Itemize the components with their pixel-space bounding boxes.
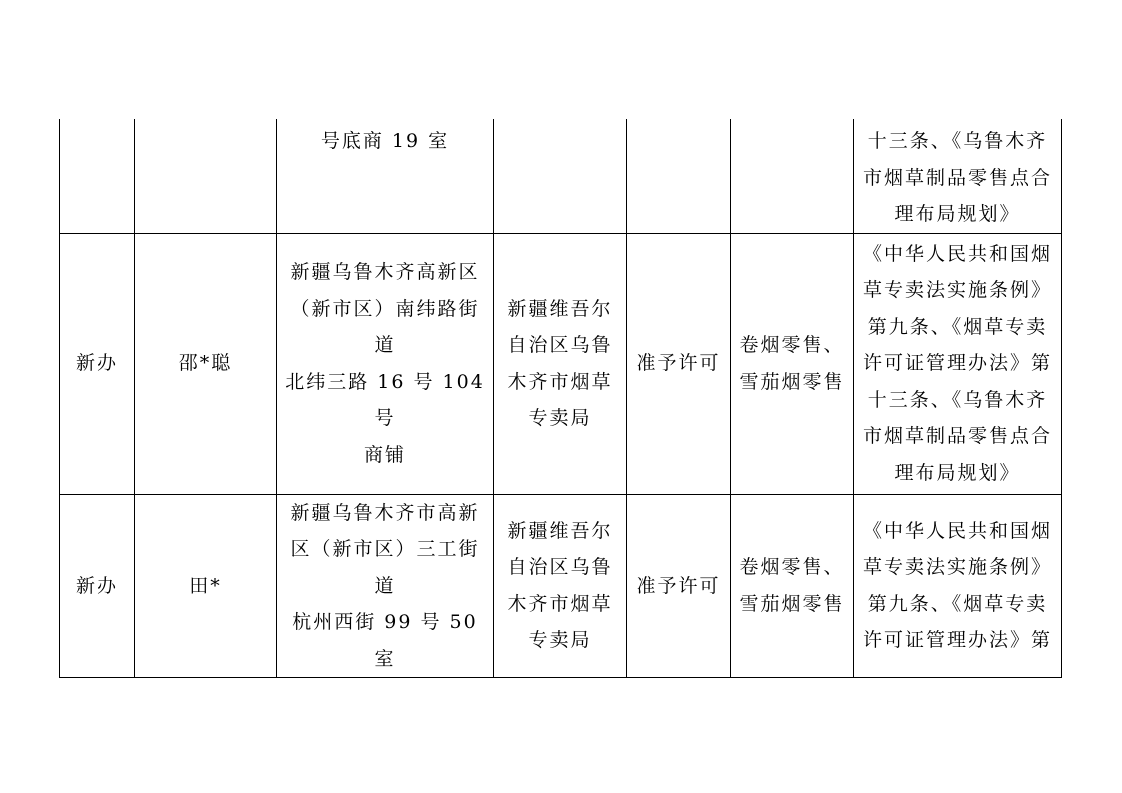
cell-name bbox=[135, 119, 277, 233]
cell-authority: 新疆维吾尔 自治区乌鲁 木齐市烟草 专卖局 bbox=[494, 233, 627, 494]
cell-basis: 十三条、《乌鲁木齐 市烟草制品零售点合 理布局规划》 bbox=[854, 119, 1062, 233]
cell-decision: 准予许可 bbox=[627, 494, 731, 678]
cell-authority bbox=[494, 119, 627, 233]
cell-basis: 《中华人民共和国烟 草专卖法实施条例》 第九条、《烟草专卖 许可证管理办法》第 bbox=[854, 494, 1062, 678]
cell-scope: 卷烟零售、 雪茄烟零售 bbox=[731, 233, 854, 494]
cell-address: 新疆乌鲁木齐高新区 （新市区）南纬路街道 北纬三路 16 号 104 号 商铺 bbox=[277, 233, 494, 494]
cell-type bbox=[60, 119, 135, 233]
cell-type: 新办 bbox=[60, 233, 135, 494]
cell-type: 新办 bbox=[60, 494, 135, 678]
cell-address: 号底商 19 室 bbox=[277, 119, 494, 233]
cell-basis: 《中华人民共和国烟 草专卖法实施条例》 第九条、《烟草专卖 许可证管理办法》第 十三条、《乌鲁木齐 市烟草制品零售点合 理布局规划》 bbox=[854, 233, 1062, 494]
cell-authority: 新疆维吾尔 自治区乌鲁 木齐市烟草 专卖局 bbox=[494, 494, 627, 678]
cell-decision: 准予许可 bbox=[627, 233, 731, 494]
cell-address: 新疆乌鲁木齐市高新 区（新市区）三工街道 杭州西街 99 号 50 室 bbox=[277, 494, 494, 678]
cell-decision bbox=[627, 119, 731, 233]
license-table bbox=[59, 119, 1062, 678]
cell-name: 田* bbox=[135, 494, 277, 678]
table-row bbox=[60, 119, 1062, 233]
table-row bbox=[60, 233, 1062, 494]
cell-scope: 卷烟零售、 雪茄烟零售 bbox=[731, 494, 854, 678]
cell-name: 邵*聪 bbox=[135, 233, 277, 494]
cell-scope bbox=[731, 119, 854, 233]
table-row bbox=[60, 494, 1062, 678]
